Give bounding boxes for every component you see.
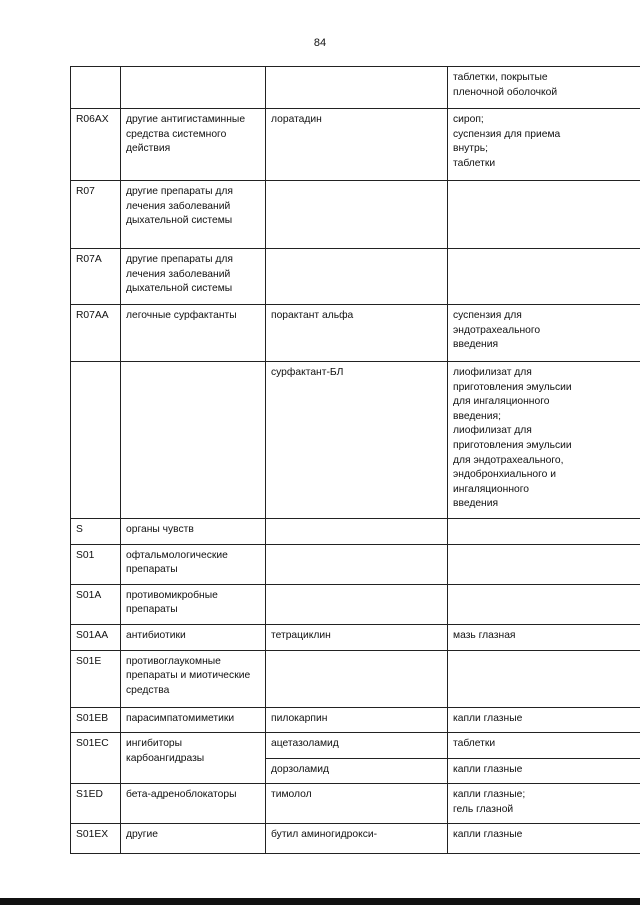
- code-cell: S01EC: [71, 733, 121, 784]
- dosage-form-cell: [448, 650, 640, 707]
- group-cell: парасимпатомиметики: [121, 707, 266, 733]
- code-cell: S01A: [71, 584, 121, 624]
- scan-bottom-edge: [0, 898, 640, 905]
- table-row: [71, 109, 640, 181]
- dosage-form-cell: капли глазные: [448, 707, 640, 733]
- drug-name-cell: порактант альфа: [266, 305, 448, 362]
- code-cell: S01E: [71, 650, 121, 707]
- dosage-form-cell: лиофилизат для приготовления эмульсии для ингаляционного введения; лиофилизат для приготовления эмульсии для эндотрахеального, эндобронхиального и ингаляционного введения: [448, 362, 640, 519]
- group-cell: органы чувств: [121, 518, 266, 544]
- dosage-form-cell: сироп; суспензия для приема внутрь; таблетки: [448, 109, 640, 181]
- code-cell: R06AX: [71, 109, 121, 181]
- drug-name-cell: [266, 544, 448, 584]
- table-row: [71, 181, 640, 249]
- dosage-form-cell: [448, 584, 640, 624]
- dosage-form-cell: капли глазные; гель глазной: [448, 784, 640, 824]
- drug-name-cell: тетрациклин: [266, 624, 448, 650]
- table-row: [71, 784, 640, 824]
- code-cell: S1ED: [71, 784, 121, 824]
- drug-name-cell: бутил аминогидрокси-: [266, 824, 448, 854]
- group-cell: [121, 67, 266, 109]
- table-row: [71, 362, 640, 519]
- group-cell: ингибиторы карбоангидразы: [121, 733, 266, 784]
- table-row: [71, 305, 640, 362]
- dosage-form-cell: мазь глазная: [448, 624, 640, 650]
- code-cell: R07A: [71, 249, 121, 305]
- group-cell: другие: [121, 824, 266, 854]
- code-cell: S01EX: [71, 824, 121, 854]
- group-cell: другие антигистаминные средства системного действия: [121, 109, 266, 181]
- table-row: [71, 584, 640, 624]
- drug-name-cell: лоратадин: [266, 109, 448, 181]
- group-cell: легочные сурфактанты: [121, 305, 266, 362]
- dosage-form-cell: капли глазные: [448, 824, 640, 854]
- table-row: [71, 733, 640, 759]
- table-row: [71, 707, 640, 733]
- group-cell: [121, 362, 266, 519]
- drug-name-cell: сурфактант-БЛ: [266, 362, 448, 519]
- drug-name-cell: [266, 67, 448, 109]
- dosage-form-cell: [448, 249, 640, 305]
- group-cell: противоглаукомные препараты и миотические средства: [121, 650, 266, 707]
- drug-name-cell: [266, 249, 448, 305]
- dosage-form-cell: капли глазные: [448, 758, 640, 784]
- group-cell: противомикробные препараты: [121, 584, 266, 624]
- drug-name-cell: пилокарпин: [266, 707, 448, 733]
- dosage-form-cell: [448, 518, 640, 544]
- code-cell: R07: [71, 181, 121, 249]
- dosage-form-cell: суспензия для эндотрахеального введения: [448, 305, 640, 362]
- code-cell: S01AA: [71, 624, 121, 650]
- code-cell: S01EB: [71, 707, 121, 733]
- drug-name-cell: дорзоламид: [266, 758, 448, 784]
- group-cell: офтальмологические препараты: [121, 544, 266, 584]
- drug-name-cell: [266, 650, 448, 707]
- table-row: [71, 67, 640, 109]
- dosage-form-cell: [448, 544, 640, 584]
- drug-table: [70, 66, 640, 854]
- group-cell: бета-адреноблокаторы: [121, 784, 266, 824]
- code-cell: [71, 362, 121, 519]
- table-row: [71, 544, 640, 584]
- page-number: 84: [313, 37, 327, 49]
- group-cell: другие препараты для лечения заболеваний дыхательной системы: [121, 181, 266, 249]
- table-row: [71, 650, 640, 707]
- drug-name-cell: [266, 518, 448, 544]
- table-row: [71, 824, 640, 854]
- table-row: [71, 624, 640, 650]
- drug-name-cell: тимолол: [266, 784, 448, 824]
- code-cell: R07AA: [71, 305, 121, 362]
- table-row: [71, 518, 640, 544]
- code-cell: S: [71, 518, 121, 544]
- dosage-form-cell: таблетки, покрытые пленочной оболочкой: [448, 67, 640, 109]
- table-row: [71, 249, 640, 305]
- drug-name-cell: ацетазоламид: [266, 733, 448, 759]
- drug-name-cell: [266, 584, 448, 624]
- group-cell: другие препараты для лечения заболеваний дыхательной системы: [121, 249, 266, 305]
- group-cell: антибиотики: [121, 624, 266, 650]
- dosage-form-cell: [448, 181, 640, 249]
- drug-name-cell: [266, 181, 448, 249]
- code-cell: [71, 67, 121, 109]
- dosage-form-cell: таблетки: [448, 733, 640, 759]
- code-cell: S01: [71, 544, 121, 584]
